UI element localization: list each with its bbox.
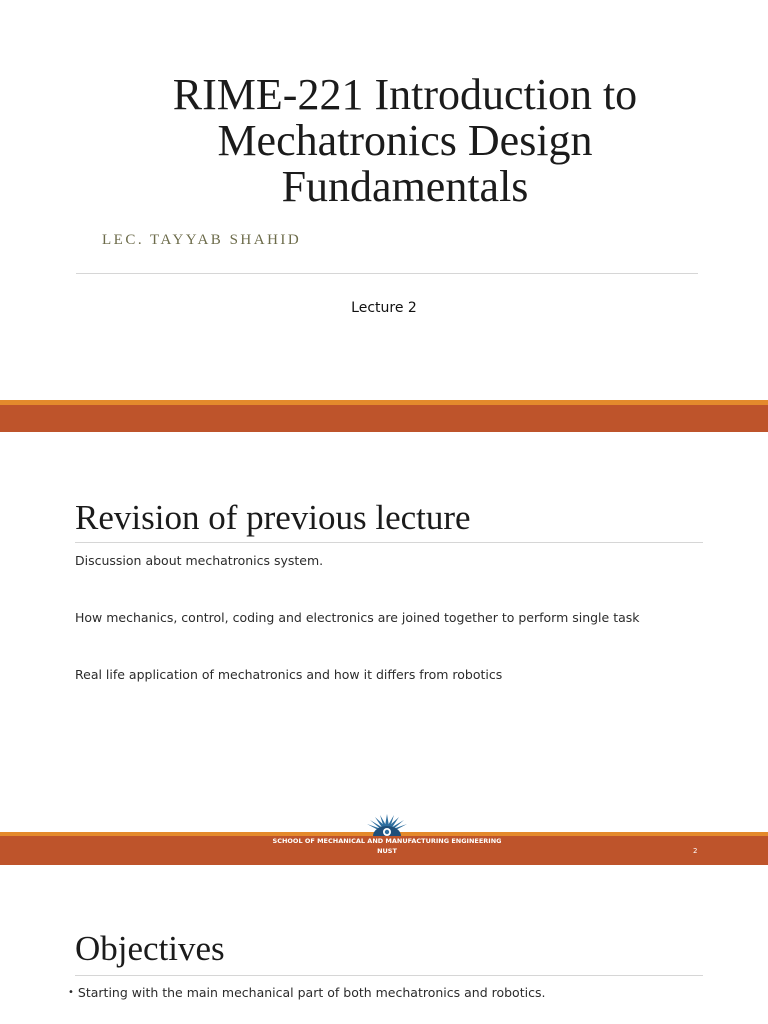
title-line-2: Mechatronics Design	[217, 116, 593, 165]
presentation-title	[60, 72, 750, 210]
footer-school-name	[0, 836, 768, 856]
title-slide	[0, 0, 768, 400]
revision-line: Real life application of mechatronics and how it differs from robotics	[75, 667, 503, 682]
slide-title: Revision of previous lecture	[75, 498, 471, 537]
slide-title-divider	[75, 975, 703, 976]
title-line-3: Fundamentals	[281, 162, 529, 211]
revision-line: How mechanics, control, coding and electronics are joined together to perform single task	[75, 610, 640, 625]
title-line-1: RIME-221 Introduction to	[172, 70, 638, 119]
university-name-text: NUST	[377, 847, 397, 855]
school-name-text: SCHOOL OF MECHANICAL AND MANUFACTURING ENGINEERING	[272, 837, 502, 845]
separator-band	[0, 405, 768, 432]
nust-logo-icon	[364, 812, 410, 836]
bullet-dot-icon: •	[68, 987, 74, 998]
lecture-number: Lecture 2	[351, 300, 417, 316]
objectives-slide	[0, 865, 768, 1024]
title-divider	[76, 273, 698, 274]
objective-text: Starting with the main mechanical part of both mechatronics and robotics.	[77, 985, 546, 1000]
revision-slide	[0, 432, 768, 832]
slide-title: Objectives	[75, 929, 225, 968]
page-number: 2	[693, 847, 698, 855]
slide-title-divider	[75, 542, 703, 543]
revision-line: Discussion about mechatronics system.	[75, 553, 324, 568]
lecturer-name: LEC. TAYYAB SHAHID	[102, 232, 302, 248]
objective-item	[68, 985, 545, 1000]
